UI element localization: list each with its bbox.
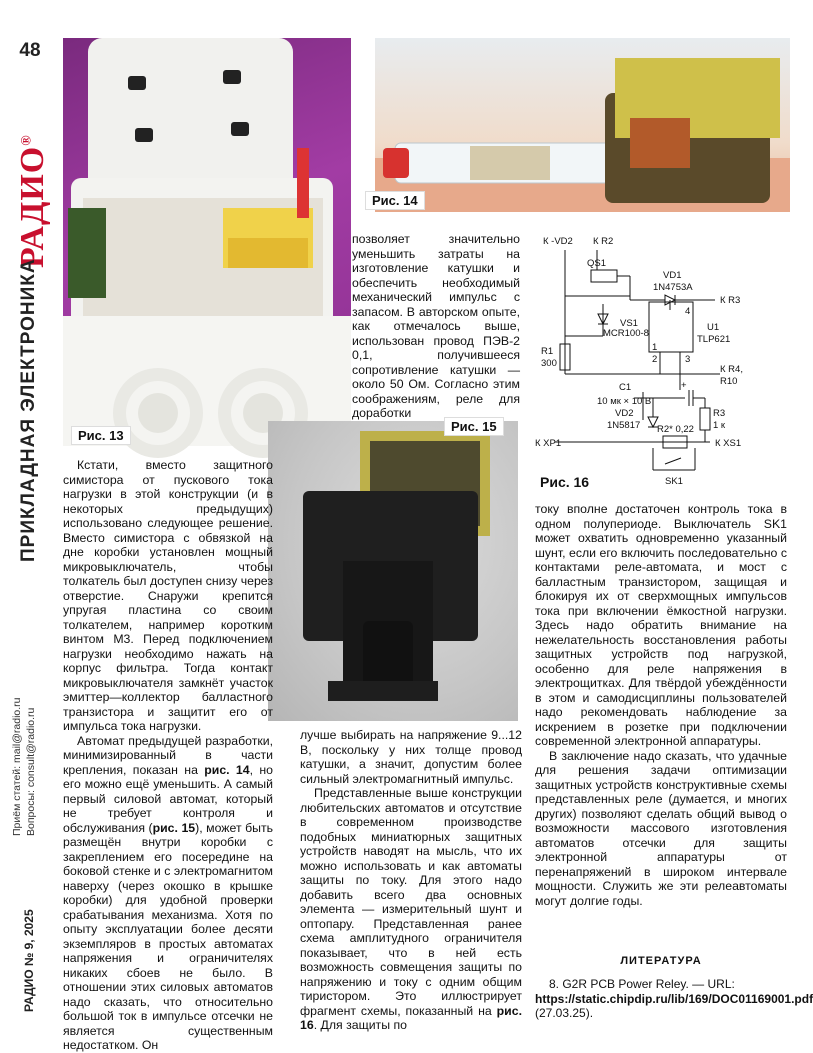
relay-syringe-illustration xyxy=(375,38,790,212)
col1-p2-text-b: , но его можно ещё уменьшить. А самый первый силовой автомат, который не требует контроля и обслуживания ( xyxy=(63,762,274,835)
label-xs1: К XS1 xyxy=(715,438,742,449)
label-u1: U1 xyxy=(707,322,720,333)
label-c1-value: 10 мк × 10 В xyxy=(597,396,652,407)
label-r2: R2* 0,22 xyxy=(657,424,694,435)
figure-16-schematic xyxy=(535,232,787,492)
col2-top-paragraph: позволяет значительно уменьшить затраты на изготовление катушки и обеспечить необходимый механический импульс с запасом. В авторском опыте, как отмечалось выше, использован провод ПЭВ-2 0,1, получившееся сопротивление катушки — около 50 Ом. Согласно этим соображениям, реле для доработки xyxy=(352,232,520,420)
page-spine xyxy=(0,0,60,1031)
label-pin-4: 4 xyxy=(685,306,691,317)
col2-p2-text-b: . Для защиты по xyxy=(313,1018,407,1032)
col3-paragraph-1: току вполне достаточен контроль тока в одном полупериоде. Выключатель SK1 может охватить одновременно указанный шунт, если его включить последовательно с контактами реле-автомата, и мост с балластным транзистором, защищая и блокируя их от сверхмощных импульсов тока при включении ёмкостной нагрузки. Здесь надо обратить внимание на нежелательность восстановления работы защитных устройств под нагрузкой, особенно для реле напряжения в электрощитках. Для твёрдой убеждённости в этом и самодисциплины пользователей надо рекомендовать наблюдение за искрением в розетке при подключении современной электронной аппаратуры. xyxy=(535,502,787,748)
label-pin-3: 3 xyxy=(685,354,691,365)
contacts-questions: Вопросы: consult@radio.ru xyxy=(25,707,37,836)
label-vd2-top: К -VD2 xyxy=(543,236,573,247)
col3-paragraph-2: В заключение надо сказать, что удачные для решения задачи оптимизации защитных устройств конструктивные схемы представленных реле (думается, и многих других) позволяют сделать общий вывод о возможности массового изготовления автоматов отсечки для защиты электронной аппаратуры от перенапряжений в широком интервале мощности. Служить же эти релеавтоматы могут долгие годы. xyxy=(535,748,787,908)
label-qs1: QS1 xyxy=(587,258,607,269)
col2-p2-fig-ref: рис. 16 xyxy=(300,1003,522,1032)
label-r3-value: 1 к xyxy=(713,420,726,431)
socket-box-illustration xyxy=(63,38,351,446)
label-sk1: SK1 xyxy=(665,476,683,487)
label-r3-out: К R3 xyxy=(720,295,741,306)
literature-entry-text: 8. G2R PCB Power Reley. — URL: xyxy=(549,977,735,991)
page-number: 48 xyxy=(19,40,41,61)
column-2-bottom xyxy=(300,728,522,1033)
label-vs1: VS1 xyxy=(620,318,638,329)
label-r2-top: К R2 xyxy=(593,236,614,247)
figure-13-caption: Рис. 13 xyxy=(71,426,131,445)
col1-p2-fig-ref-2: рис. 15 xyxy=(152,820,196,835)
label-r4-out: К R4, xyxy=(720,364,743,375)
contacts-submissions: Приём статей: mail@radio.ru xyxy=(11,697,23,836)
column-2-top xyxy=(352,232,520,421)
literature-entry xyxy=(535,977,813,1021)
power-automat-illustration xyxy=(268,421,518,721)
col1-paragraph-1: Кстати, вместо защитного симистора от пускового тока нагрузки в этой конструкции (и в некоторых предыдущих) использовано следующее решение. Вместо симистора с обвязкой на дне коробки установлен мощный микровыключатель, чтобы толкатель был доступен снизу через отверстие. Снаружи крепится упругая пластина со своим толкателем, например коротким винтом М3. Перед подключением нагрузки необходимо нажать на корпус фильтра. Тогда контакт микровыключателя замкнёт участок эмиттер—коллектор балластного транзистора и защитит его от импульса тока нагрузки. xyxy=(63,458,273,733)
figure-16-caption: Рис. 16 xyxy=(540,474,590,490)
figure-15-caption: Рис. 15 xyxy=(444,417,504,436)
label-pin-2: 2 xyxy=(652,354,658,365)
logo-registered-mark: ® xyxy=(19,134,35,146)
label-r3: R3 xyxy=(713,408,726,419)
label-r1: R1 xyxy=(541,346,554,357)
label-c1: C1 xyxy=(619,382,632,393)
column-3 xyxy=(535,502,787,908)
col2-bottom-paragraph-1: лучше выбирать на напряжение 9...12 В, поскольку у них толще провод катушки, а значит, допустим более сильный электромагнитный импульс. xyxy=(300,728,522,786)
label-vs1-type: MCR100-8 xyxy=(603,328,649,339)
label-vd2-type: 1N5817 xyxy=(607,420,641,431)
figure-14-caption: Рис. 14 xyxy=(365,191,425,210)
issue-info: РАДИО № 9, 2025 xyxy=(22,909,36,1012)
label-pin-1: 1 xyxy=(652,342,658,353)
figure-14-photo xyxy=(372,38,790,212)
literature-heading: ЛИТЕРАТУРА xyxy=(620,955,702,967)
col1-p2-text-c: ), может быть размещён внутри коробки с закреплением его посередине на боковой стенке и с электромагнитом наверху (через окошко в крышке коробки) для удобной проверки срабатывания механизма. Хотя по опыту эксплуатации более десяти экземпляров в простых автоматах напряжения и ограничителях никаких сбоев не было. В отношении этих силовых автоматов надо сказать, что относительно большой ток в импульсе отсечки не является существенным недостатком. Он xyxy=(63,820,274,1052)
literature-entry-date: (27.03.25). xyxy=(535,1006,594,1020)
col2-p2-text-a: Представленные выше конструкции любительских автоматов и отсутствие в современном производстве подобных миниатюрных защитных устройств наводят на мысль, что их можно использовать и как автоматы защиты по току. Для этого надо добавить всего два основных элемента — измерительный шунт и оптопару. Представленная ранее схема амплитудного ограничителя показывает, что в ней есть возможность совмещения защиты по напряжению и току с одним общим тиристором. Это иллюстрирует фрагмент схемы, показанный на xyxy=(300,786,522,1018)
col2-bottom-paragraph-2 xyxy=(300,786,522,1033)
label-r1-value: 300 xyxy=(541,358,557,369)
figure-13-photo xyxy=(63,38,351,446)
label-c1-plus: + xyxy=(681,380,687,391)
section-title: ПРИКЛАДНАЯ ЭЛЕКТРОНИКА xyxy=(18,258,39,562)
label-xp1: К XP1 xyxy=(535,438,562,449)
logo-text: РАДИО xyxy=(14,145,51,268)
label-vd1: VD1 xyxy=(663,270,682,281)
literature-entry-url[interactable]: https://static.chipdip.ru/lib/169/DOC01169001.pdf xyxy=(535,991,813,1006)
col1-p2-text-a: Автомат предыдущей разработки, минимизированный в части крепления, показан на xyxy=(63,733,273,777)
label-vd2: VD2 xyxy=(615,408,634,419)
magazine-logo xyxy=(14,134,52,268)
col1-paragraph-2 xyxy=(63,734,273,1053)
figure-15-photo xyxy=(268,421,518,721)
label-vd1-type: 1N4753A xyxy=(653,282,693,293)
contacts xyxy=(10,697,38,836)
column-1 xyxy=(63,458,273,1053)
label-u1-type: TLP621 xyxy=(697,334,731,345)
label-r10-out: R10 xyxy=(720,376,738,387)
col1-p2-fig-ref: рис. 14 xyxy=(204,762,250,777)
